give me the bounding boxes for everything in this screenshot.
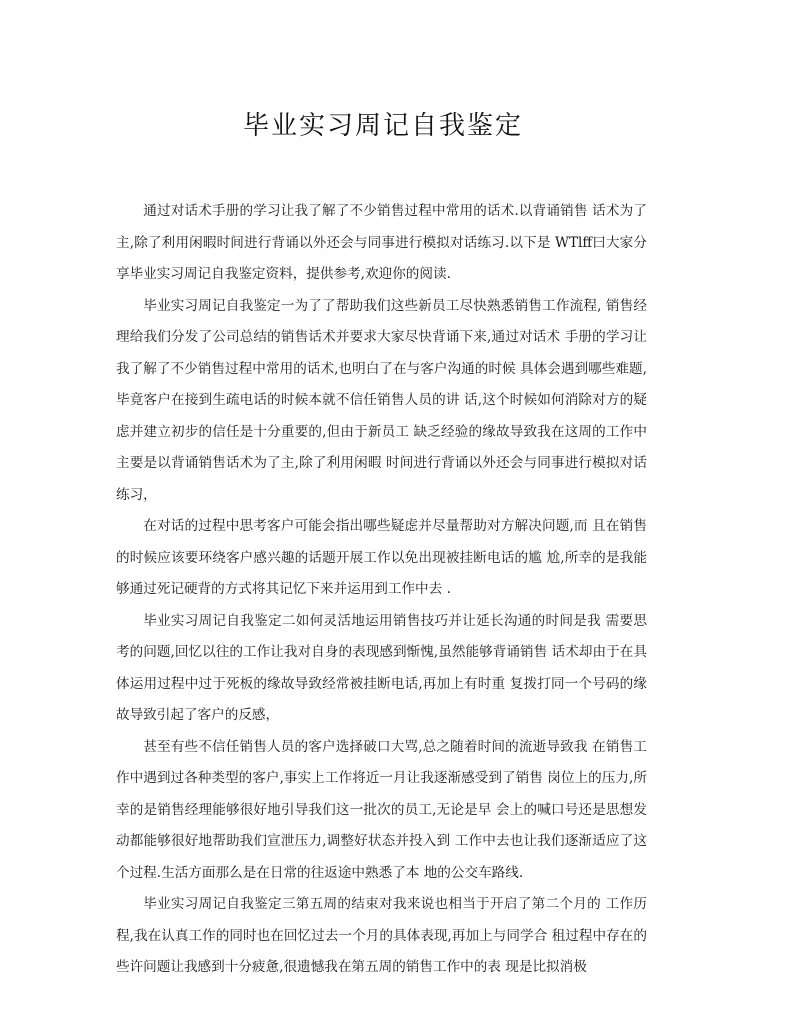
paragraph-3: 在对话的过程中思考客户可能会指出哪些疑虑并尽量帮助对方解决问题,而 且在销售的时候应该要环绕客户感兴趣的话题开展工作以免出现被挂断电话的尴 尬,所幸的是我能够通过死记硬背的方式将其记忆下来并运用到工作中去 . <box>116 518 647 597</box>
document-title: 毕业实习周记自我鉴定 <box>242 111 523 141</box>
document-body <box>116 196 647 984</box>
paragraph-1: 通过对话术手册的学习让我了解了不少销售过程中常用的话术.以背诵销售 话术为了主,除了利用闲暇时间进行背诵以外还会与同事进行模拟对话练习.以下是 WTlff曰大家分享毕业实习周记自我鉴定资料，提供参考,欢迎你的阅读. <box>116 203 647 282</box>
paragraph-2: 毕业实习周记自我鉴定一为了了帮助我们这些新员工尽快熟悉销售工作流程, 销售经理给我们分发了公司总结的销售话术并要求大家尽快背诵下来,通过对话术 手册的学习让我了解了不少销售过程中常用的话术,也明白了在与客户沟通的时候 具体会遇到哪些难题,毕竟客户在接到生疏电话的时候本就不信任销售人员的讲 话,这个时候如何消除对方的疑虑并建立初步的信任是十分重要的,但由于新员工 缺乏经验的缘故导致我在这周的工作中主要是以背诵销售话术为了主,除了利用闲暇 时间进行背诵以外还会与同事进行模拟对话练习， <box>116 297 647 503</box>
paragraph-5: 甚至有些不信任销售人员的客户选择破口大骂,总之随着时间的流逝导致我 在销售工作中遇到过各种类型的客户,事实上工作将近一月让我逐渐感受到了销售 岗位上的压力,所幸的是销售经理能够很好地引导我们这一批次的员工,无论是早 会上的喊口号还是思想发动都能够很好地帮助我们宣泄压力,调整好状态并投入到 工作中去也让我们逐渐适应了这个过程.生活方面那么是在日常的往返途中熟悉了本 地的公交车路线. <box>116 738 647 881</box>
paragraph-6: 毕业实习周记自我鉴定三第五周的结束对我来说也相当于开启了第二个月的 工作历程,我在认真工作的同时也在回忆过去一个月的具体表现,再加上与同学合 租过程中存在的些许问题让我感到十分疲惫,很遗憾我在第五周的销售工作中的表 现是比拟消极 <box>116 896 647 975</box>
paragraph-4: 毕业实习周记自我鉴定二如何灵活地运用销售技巧并让延长沟通的时间是我 需要思考的问题,回忆以往的工作让我对自身的表现感到惭愧,虽然能够背诵销售 话术却由于在具体运用过程中过于死板的缘故导致经常被挂断电话,再加上有时重 复拨打同一个号码的缘故导致引起了客户的反感， <box>116 612 647 723</box>
